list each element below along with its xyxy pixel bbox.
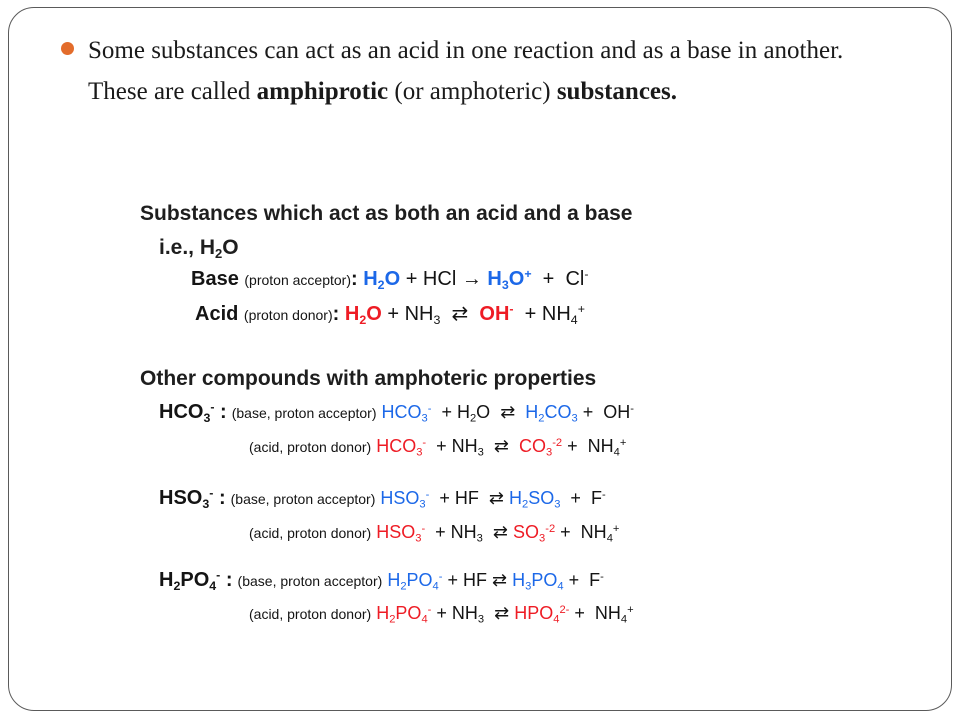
equilibrium-arrow-icon: ⇄ bbox=[500, 402, 516, 422]
hco3-acid-row: (acid, proton donor) $HCO_3^- + NH_3$ ⇄ $CO_3^{-2} + NH_4^+$ bbox=[249, 436, 627, 459]
example-label-sub: 2 bbox=[215, 246, 223, 262]
phosphoric-acid: $H_3PO_4$ bbox=[512, 570, 564, 593]
water-molecule: $H_2O$ bbox=[344, 303, 382, 327]
hco3-label: $HCO_3^-$ : bbox=[159, 400, 227, 425]
hydroxide-ion: OH- bbox=[479, 302, 514, 325]
equilibrium-arrow-icon: ⇄ bbox=[488, 488, 504, 508]
bicarbonate-ion: $HCO_3^-$ bbox=[376, 436, 427, 459]
bullet-term-amphiprotic: amphiprotic bbox=[256, 78, 389, 105]
equilibrium-arrow-icon: ⇄ bbox=[492, 570, 508, 590]
hydrogen-phosphate-ion: $HPO_4^{2-}$ bbox=[514, 603, 570, 626]
bicarbonate-ion: $HCO_3^-$ bbox=[381, 402, 432, 425]
example-label-text: i.e., H bbox=[159, 236, 216, 259]
h2po4-acid-row: (acid, proton donor) $H_2PO_4^- + NH_3$ ⇄ $HPO_4^{2-} + NH_4^+$ bbox=[249, 603, 634, 626]
acid-colon: : bbox=[332, 303, 340, 325]
base-role-note: (base, proton acceptor) bbox=[230, 491, 376, 507]
hso3-label: $HSO_3^-$ : bbox=[159, 486, 226, 511]
h2po4-label: $H_2PO_4^-$ : bbox=[159, 568, 233, 593]
hco3-base-row: $HCO_3^-$ : (base, proton acceptor) $HCO_3^- + H_2O$ ⇄ $H_2CO_3 + OH^-$ bbox=[159, 400, 634, 425]
hso3-base-row: $HSO_3^-$ : (base, proton acceptor) $HSO_3^-$ + HF ⇄ $H_2SO_3 + F^-$ bbox=[159, 486, 606, 511]
bullet-paragraph bbox=[88, 30, 888, 112]
equilibrium-arrow-icon: ⇄ bbox=[494, 603, 510, 623]
carbonate-ion: $CO_3^{-2}$ bbox=[519, 436, 563, 459]
base-role-note: (base, proton acceptor) bbox=[231, 405, 377, 421]
equilibrium-arrow-icon: ⇄ bbox=[493, 436, 509, 456]
sulfurous-acid: $H_2SO_3$ bbox=[508, 488, 561, 511]
forward-arrow-icon: → bbox=[461, 268, 482, 290]
base-equation: Base (proton acceptor): $H_2O$ + HCl → $H_3O^+ + Cl^-$ bbox=[191, 267, 589, 292]
example-label-tail: O bbox=[222, 236, 239, 259]
base-label: Base bbox=[191, 268, 239, 290]
sulfite-ion: $SO_3^{-2}$ bbox=[513, 522, 556, 545]
carbonic-acid: $H_2CO_3$ bbox=[525, 402, 578, 425]
bisulfite-ion: $HSO_3^-$ bbox=[380, 488, 430, 511]
base-colon: : bbox=[350, 268, 358, 290]
dihydrogen-phosphate-ion: $H_2PO_4^-$ bbox=[376, 603, 432, 626]
h2po4-base-row: $H_2PO_4^-$ : (base, proton acceptor) $H_2PO_4^-$ + HF ⇄ $H_3PO_4 + F^-$ bbox=[159, 568, 604, 593]
hso3-acid-row: (acid, proton donor) $HSO_3^- + NH_3$ ⇄ $SO_3^{-2} + NH_4^+$ bbox=[249, 522, 620, 545]
acid-role-note: (acid, proton donor) bbox=[249, 525, 372, 541]
acid-role-note: (acid, proton donor) bbox=[249, 439, 372, 455]
bullet-dot-icon bbox=[61, 42, 74, 55]
acid-role-note: (acid, proton donor) bbox=[249, 606, 372, 622]
equilibrium-arrow-icon: ⇄ bbox=[492, 522, 508, 542]
equilibrium-arrow-icon: ⇄ bbox=[451, 303, 469, 325]
base-role-note: (base, proton acceptor) bbox=[237, 573, 383, 589]
acid-note: (proton donor) bbox=[243, 307, 333, 323]
water-molecule: $H_2O$ bbox=[363, 268, 401, 292]
bullet-term-substances: substances. bbox=[556, 78, 677, 105]
bullet-text-part1: Some substances can act as an acid in one reaction and as a base in another. These are called bbox=[88, 37, 844, 105]
bullet-text-part2: (or amphoteric) bbox=[388, 78, 557, 105]
section2-heading: Other compounds with amphoteric properties bbox=[140, 367, 597, 390]
example-label bbox=[159, 236, 239, 260]
acid-label: Acid bbox=[195, 303, 239, 325]
section1-heading: Substances which act as both an acid and a base bbox=[140, 202, 633, 225]
dihydrogen-phosphate-ion: $H_2PO_4^-$ bbox=[387, 570, 443, 593]
hydronium-ion: $H_3O^+$ bbox=[487, 267, 532, 292]
acid-equation: Acid (proton donor): $H_2O + NH_3$ ⇄ $OH^- + NH_4^+$ bbox=[195, 302, 585, 327]
bisulfite-ion: $HSO_3^-$ bbox=[376, 522, 426, 545]
base-note: (proton acceptor) bbox=[244, 272, 351, 288]
